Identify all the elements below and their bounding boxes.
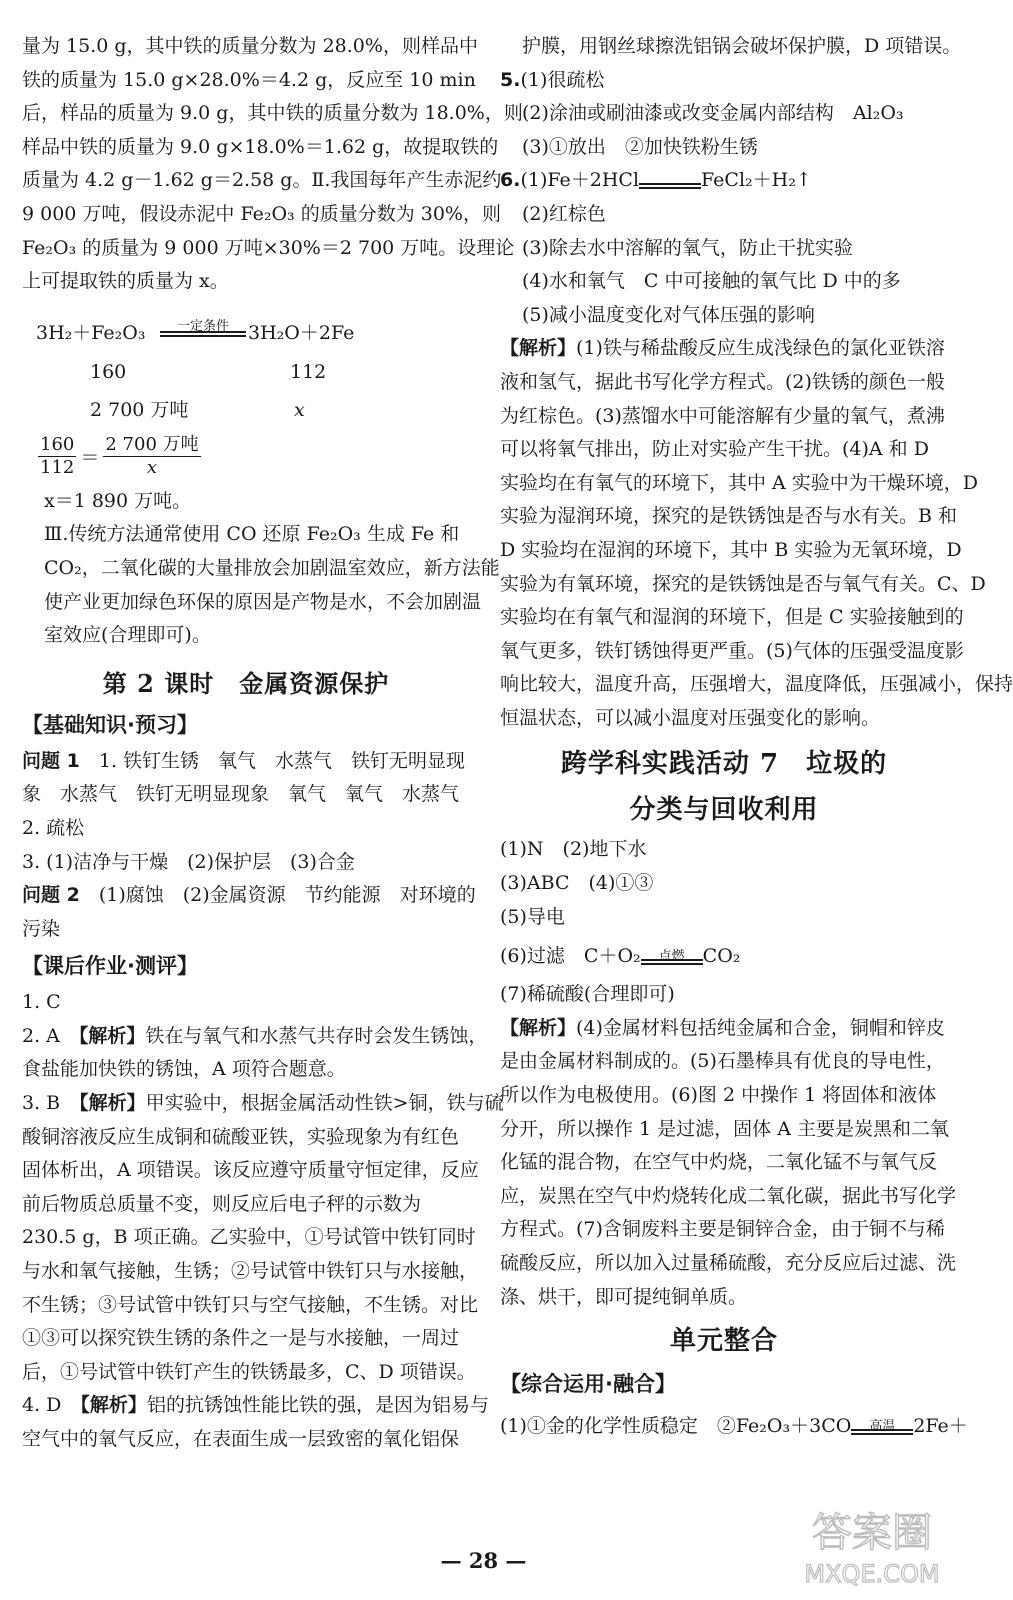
analysis-tag: 【解析】 xyxy=(500,337,577,360)
mass-right: 112 xyxy=(290,360,327,383)
text-line: 实验均在有氧气和湿润的环境下，但是 C 实验接触到的 xyxy=(500,606,964,629)
reaction-equation xyxy=(22,313,470,353)
text-line: 恒温状态，可以减小温度对压强变化的影响。 xyxy=(500,706,881,729)
text-line: Ⅲ.传统方法通常使用 CO 还原 Fe₂O₃ 生成 Fe 和 xyxy=(44,523,460,546)
text-line: 实验为湿润环境，探究的是铁锈蚀是否与水有关。B 和 xyxy=(500,505,958,528)
text-line: 氧气更多，铁钉锈蚀得更严重。(5)气体的压强受温度影 xyxy=(500,639,964,662)
text-line: 2. 疏松 xyxy=(22,816,85,839)
text-line: CO₂，二氧化碳的大量排放会加剧温室效应，新方法能 xyxy=(44,556,500,579)
answer-1: 1. C xyxy=(22,991,61,1014)
amount-left: 2 700 万吨 xyxy=(90,398,189,421)
equation-products: CO₂ xyxy=(702,945,741,968)
equation-reactants: (6)过滤 C＋O₂ xyxy=(500,945,641,968)
text-line: 3. (1)洁净与干燥 (2)保护层 (3)合金 xyxy=(22,850,355,873)
text-line: (7)稀硫酸(合理即可) xyxy=(500,983,675,1006)
text-line: (2)涂油或刷油漆或改变金属内部结构 Al₂O₃ xyxy=(522,102,904,125)
question-label: 问题 2 xyxy=(22,884,80,907)
question-6-num: 6. xyxy=(500,169,521,192)
text-line: 质量为 4.2 g－1.62 g＝2.58 g。Ⅱ.我国每年产生赤泥约 xyxy=(22,169,502,192)
question-label: 问题 1 xyxy=(22,749,80,772)
section-heading: 【综合运用·融合】 xyxy=(500,1372,676,1397)
text-line: 230.5 g，B 项正确。乙实验中，①号试管中铁钉同时 xyxy=(22,1226,476,1249)
text-line: (3)①放出 ②加快铁粉生锈 xyxy=(522,135,758,158)
equation-arrow xyxy=(160,331,246,333)
text-line: 与水和氧气接触，生锈；②号试管中铁钉只与水接触， xyxy=(22,1260,479,1283)
question-5-num: 5. xyxy=(500,68,521,91)
text-line: 为红棕色。(3)蒸馏水中可能溶解有少量的氧气，煮沸 xyxy=(500,404,945,427)
answer-2-num: 2. A xyxy=(22,1024,60,1047)
answer-3-num: 3. B xyxy=(22,1092,61,1115)
text-line: 后，①号试管中铁钉产生的铁锈最多，C、D 项错误。 xyxy=(22,1360,476,1383)
mass-left: 160 xyxy=(90,360,127,383)
amount-right: x xyxy=(294,398,305,421)
right-column: 护膜，用钢丝球擦洗铝锅会破坏保护膜，D 项错误。 5.(1)很疏松 (2)涂油或刷油漆或改变金属内部结构 Al₂O₃ (3)①放出 ②加快铁粉生锈 6.(1)Fe＋2HCl FeCl₂＋H₂↑ (2)红棕色 (3)除去水中溶解的氧气，防止干扰实验 (4)水和氧气 C 中可接触的氧气比 D 中的多 (5)减小温度变化对气体压强的影响 【解析】(1)铁与稀盐酸反应生成浅绿色的氯化亚铁溶 液和氢气，据此书写化学方程式。(2)铁锈的颜色一般 为红棕色。(3)蒸馏水中可能溶解有少量的氧气，煮沸 可以将氧气排出，防止对实验产生干扰。(4)A 和 D 实验均在有氧气的环境下，其中 A 实验中为干燥环境，D 实验为湿润环境，探究的是铁锈蚀是否与水有关。B 和 D 实验均在湿润的环境下，其中 B 实验为无氧环境，D 实验为有氧环境，探究的是铁锈蚀是否与氧气有关。C、D 实验均在有氧气和湿润的环境下，但是 C 实验接触到的 氧气更多，铁钉锈蚀得更严重。(5)气体的压强受温度影 响比较大，温度升高，压强增大，温度降低，压强减小，保持 恒温状态，可以减小温度对压强变化的影响。 跨学科实践活动 7 垃圾的 分类与回收利用 (1)N (2)地下水 (3)ABC (4)①③ (5)导电 (6)过滤 C＋O₂ 点燃 CO₂ (7)稀硫酸(合理即可) 【解析】(4)金属材料包括纯金属和合金，铜帽和锌皮 是由金属材料制成的。(5)石墨棒具有优良的导电性， 所以作为电极使用。(6)图 2 中操作 1 将固体和液体 分开，所以操作 1 是过滤，固体 A 主要是炭黑和二氧 化锰的混合物，在空气中灼烧，二氧化锰不与氧气反 应，炭黑在空气中灼烧转化成二氧化碳，据此书写化学 方程式。(7)含铜废料主要是铜锌合金，由于铜不与稀 硫酸反应，所以加入过量稀硫酸，充分反应后过滤、洗 涤、烘干，即可提纯铜单质。 单元整合 【综合运用·融合】 (1)①金的化学性质稳定 ②Fe₂O₃＋3CO 高温 2Fe＋ xyxy=(500,30,948,1448)
intro-paragraph xyxy=(22,30,523,299)
text-line: ①③可以探究铁生锈的条件之一是与水接触，一周过 xyxy=(22,1327,460,1350)
text-line: 可以将氧气排出，防止对实验产生干扰。(4)A 和 D xyxy=(500,438,929,461)
equation-reactants: (1)Fe＋2HCl xyxy=(520,169,640,192)
lesson-title: 第 2 课时 金属资源保护 xyxy=(102,668,390,698)
unit-title: 单元整合 xyxy=(669,1326,778,1357)
ratio-equation: $\frac{160}{112}$ ＝ $\frac{\text{2 700 万吨}}{x}$ xyxy=(40,434,199,479)
text-line: 酸铜溶液反应生成铜和硫酸亚铁，实验现象为有红色 xyxy=(22,1125,460,1148)
svg-text:MXQE.COM: MXQE.COM xyxy=(804,1560,940,1588)
text-line: 分开，所以操作 1 是过滤，固体 A 主要是炭黑和二氧 xyxy=(500,1117,949,1140)
text-line: 象 水蒸气 铁钉无明显现象 氧气 氧气 水蒸气 xyxy=(22,783,460,806)
activity-title: 跨学科实践活动 7 垃圾的 xyxy=(560,749,888,780)
text-line: (5)减小温度变化对气体压强的影响 xyxy=(522,303,815,326)
equation-arrow xyxy=(641,947,703,967)
equation-products: 3H₂O＋2Fe xyxy=(248,321,355,344)
text-line: 方程式。(7)含铜废料主要是铜锌合金，由于铜不与稀 xyxy=(500,1218,945,1241)
text-line: (3)除去水中溶解的氧气，防止干扰实验 xyxy=(522,236,853,259)
text-line: 护膜，用钢丝球擦洗铝锅会破坏保护膜，D 项错误。 xyxy=(522,35,962,57)
text-line: 固体析出，A 项错误。该反应遵守质量守恒定律，反应 xyxy=(22,1159,479,1182)
text-line: 后，样品的质量为 9.0 g，其中铁的质量分数为 18.0%，则 xyxy=(22,102,523,125)
equation-reactants: (1)①金的化学性质稳定 ②Fe₂O₃＋3CO xyxy=(500,1415,852,1438)
text-line: (1)N (2)地下水 xyxy=(500,838,647,861)
text-line: D 实验均在湿润的环境下，其中 B 实验为无氧环境，D xyxy=(500,538,962,561)
text-line: 液和氢气，据此书写化学方程式。(2)铁锈的颜色一般 xyxy=(500,370,945,393)
text-line: 样品中铁的质量为 9.0 g×18.0%＝1.62 g，故提取铁的 xyxy=(22,135,499,158)
text-line: 不生锈；③号试管中铁钉只与空气接触，不生锈。对比 xyxy=(22,1293,479,1316)
equation-arrow xyxy=(639,171,701,191)
text-line: 硫酸反应，所以加入过量稀硫酸，充分反应后过滤、洗 xyxy=(500,1252,957,1274)
watermark-logo xyxy=(788,1502,956,1590)
equation-condition: 一定条件 xyxy=(176,318,229,334)
analysis-tag: 【解析】 xyxy=(80,1394,147,1417)
text-line: 是由金属材料制成的。(5)石墨棒具有优良的导电性， xyxy=(500,1050,945,1073)
analysis-tag: 【解析】 xyxy=(78,1024,146,1047)
text-line: (3)ABC (4)①③ xyxy=(500,872,654,895)
left-column: 量为 15.0 g，其中铁的质量分数为 28.0%，则样品中 铁的质量为 15.0 g×28.0%＝4.2 g，反应至 10 min 后，样品的质量为 9.0 g，其中铁的质量分数为 18.0%，则 样品中铁的质量为 9.0 g×18.0%＝1.62 g，故提取铁的 质量为 4.2 g－1.62 g＝2.58 g。Ⅱ.我国每年产生赤泥约 9 000 万吨，假设赤泥中 Fe₂O₃ 的质量分数为 30%，则 Fe₂O₃ 的质量为 9 000 万吨×30%＝2 700 万吨。设理论 上可提取铁的质量为 x。 3H₂＋Fe₂O₃ 一定条件 3H₂O＋2Fe 160 112 2 700 万吨 x $\frac{160}{112}$ ＝ $\frac{\text{2 700 万吨}}{x}$ x＝1 890 万吨。 Ⅲ.传统方法通常使用 CO 还原 Fe₂O₃ 生成 Fe 和 CO₂，二氧化碳的大量排放会加剧温室效应，新方法能 使产业更加绿色环保的原因是产物是水，不会加剧温 室效应(合理即可)。 第 2 课时 金属资源保护 【基础知识·预习】 问题 1 1. 铁钉生锈 氧气 水蒸气 铁钉无明显现 象 水蒸气 铁钉无明显现象 氧气 氧气 水蒸气 2. 疏松 3. (1)洁净与干燥 (2)保护层 (3)合金 问题 2 (1)腐蚀 (2)金属资源 节约能源 对环境的 污染 【课后作业·测评】 1. C 2. A 【解析】铁在与氧气和水蒸气共存时会发生锈蚀， 食盐能加快铁的锈蚀，A 项符合题意。 3. B 【解析】甲实验中，根据金属活动性铁>铜，铁与硫 酸铜溶液反应生成铜和硫酸亚铁，实验现象为有红色 固体析出，A 项错误。该反应遵守质量守恒定律，反应 前后物质总质量不变，则反应后电子秤的示数为 230.5 g，B 项正确。乙实验中，①号试管中铁钉同时 与水和氧气接触，生锈；②号试管中铁钉只与水接触， 不生锈；③号试管中铁钉只与空气接触，不生锈。对比 ①③可以探究铁生锈的条件之一是与水接触，一周过 后，①号试管中铁钉产生的铁锈最多，C、D 项错误。 4. D 【解析】铝的抗锈蚀性能比铁的强，是因为铝易与 空气中的氧气反应，在表面生成一层致密的氧化铝保 xyxy=(22,30,470,1457)
svg-text:答案圈: 答案圈 xyxy=(812,1510,932,1556)
text-line: 食盐能加快铁的锈蚀，A 项符合题意。 xyxy=(22,1058,346,1081)
equation-arrow xyxy=(851,1417,913,1437)
text-line: 实验均在有氧气的环境下，其中 A 实验中为干燥环境，D xyxy=(500,471,979,494)
text-line: (5)导电 xyxy=(500,905,565,928)
text-line: 实验为有氧环境，探究的是铁锈蚀是否与氧气有关。C、D xyxy=(500,572,986,595)
equation-condition: 高温 xyxy=(869,1419,896,1435)
text-line: 化锰的混合物，在空气中灼烧，二氧化锰不与氧气反 xyxy=(500,1151,938,1174)
section-heading: 【课后作业·测评】 xyxy=(22,954,198,979)
text-line: 铁的质量为 15.0 g×28.0%＝4.2 g，反应至 10 min xyxy=(22,68,476,91)
analysis-tag: 【解析】 xyxy=(79,1092,146,1115)
equation-products: FeCl₂＋H₂↑ xyxy=(701,169,812,192)
text-line: 量为 15.0 g，其中铁的质量分数为 28.0%，则样品中 xyxy=(22,35,478,57)
answer-4-num: 4. D xyxy=(22,1394,62,1417)
text-line: 前后物质总质量不变，则反应后电子秤的示数为 xyxy=(22,1192,422,1215)
equation-arrow-second-line xyxy=(160,335,246,337)
result-line: x＝1 890 万吨。 xyxy=(44,489,192,512)
text-line: 室效应(合理即可)。 xyxy=(44,624,211,647)
text-line: (4)水和氧气 C 中可接触的氧气比 D 中的多 xyxy=(522,270,901,293)
equation-products: 2Fe＋ xyxy=(913,1415,968,1438)
text-line: 响比较大，温度升高，压强增大，温度降低，压强减小，保持 xyxy=(500,673,1013,696)
amount-row xyxy=(22,391,470,429)
activity-subtitle: 分类与回收利用 xyxy=(629,795,819,826)
page-number: — 28 — xyxy=(440,1548,527,1573)
fraction-right: $\frac{\text{2 700 万吨}}{x}$ xyxy=(105,434,199,479)
molar-mass-row xyxy=(22,353,470,391)
text-line: 应，炭黑在空气中灼烧转化成二氧化碳，据此书写化学 xyxy=(500,1184,957,1207)
text-line: 污染 xyxy=(22,917,61,940)
text-line: 所以作为电极使用。(6)图 2 中操作 1 将固体和液体 xyxy=(500,1084,937,1107)
section-heading: 【基础知识·预习】 xyxy=(22,712,198,737)
text-line: Fe₂O₃ 的质量为 9 000 万吨×30%＝2 700 万吨。设理论 xyxy=(22,236,515,259)
text-line: (2)红棕色 xyxy=(522,202,606,225)
analysis-tag: 【解析】 xyxy=(500,1016,577,1039)
equation-reactants: 3H₂＋Fe₂O₃ xyxy=(36,321,146,344)
text-line: 上可提取铁的质量为 x。 xyxy=(22,270,229,293)
fraction-left: $\frac{160}{112}$ xyxy=(40,434,75,479)
text-line: 使产业更加绿色环保的原因是产物是水，不会加剧温 xyxy=(44,590,482,613)
equation-condition: 点燃 xyxy=(658,949,685,965)
text-line: 空气中的氧气反应，在表面生成一层致密的氧化铝保 xyxy=(22,1428,460,1450)
text-line: 涤、烘干，即可提纯铜单质。 xyxy=(500,1285,748,1308)
text-line: 9 000 万吨，假设赤泥中 Fe₂O₃ 的质量分数为 30%，则 xyxy=(22,202,501,225)
